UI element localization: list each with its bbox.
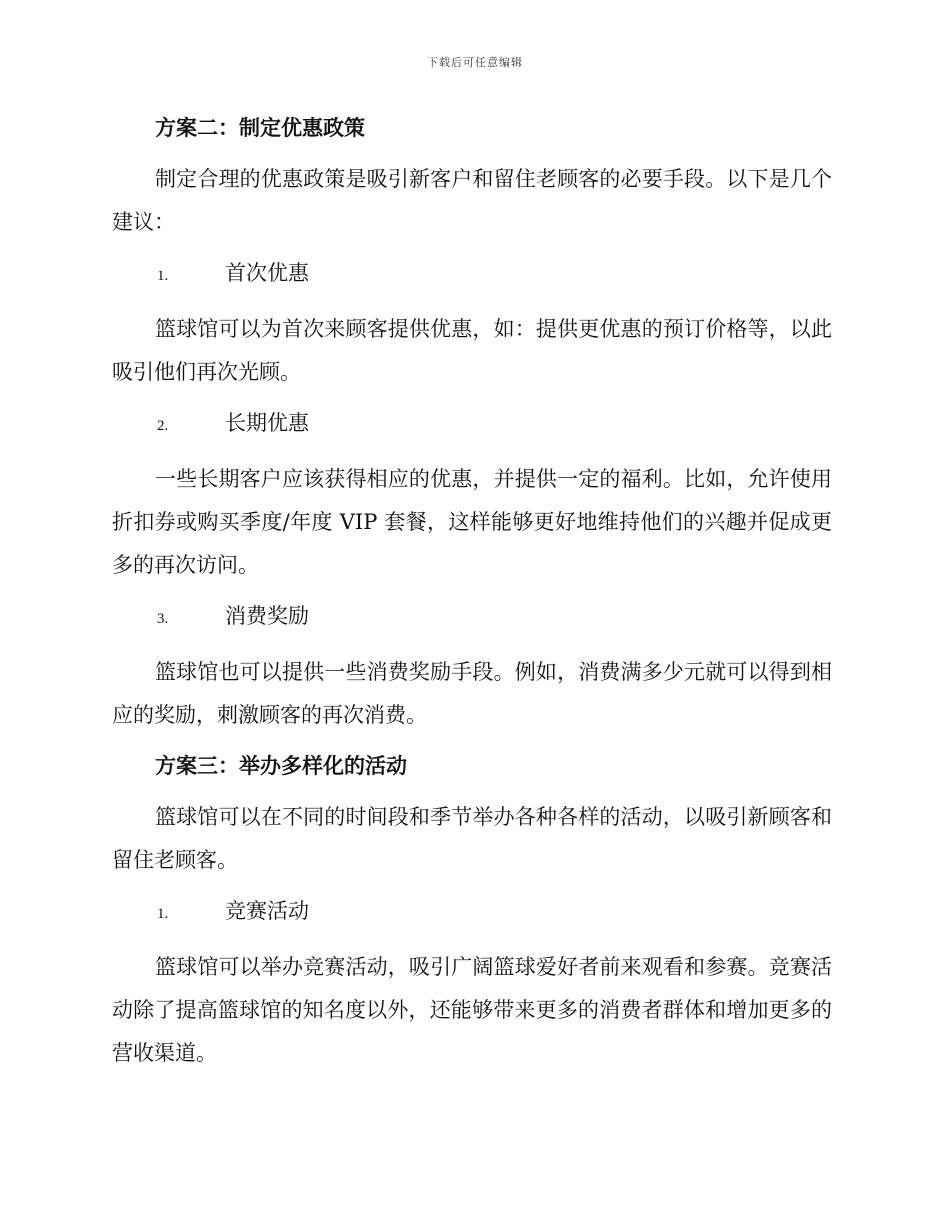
list-number: 3. bbox=[157, 611, 169, 627]
list-item bbox=[112, 403, 832, 446]
list-item bbox=[112, 596, 832, 639]
list-item bbox=[112, 891, 832, 934]
list-title: 首次优惠 bbox=[225, 261, 309, 285]
document-body bbox=[112, 108, 832, 1084]
list-description: 篮球馆可以为首次来顾客提供优惠，如：提供更优惠的预订价格等，以此吸引他们再次光顾。 bbox=[112, 317, 832, 384]
list-description: 篮球馆可以举办竞赛活动，吸引广阔篮球爱好者前来观看和参赛。竞赛活动除了提高篮球馆的知名度以外，还能够带来更多的消费者群体和增加更多的营收渠道。 bbox=[112, 955, 832, 1065]
list-title: 消费奖励 bbox=[225, 604, 309, 628]
page-header: 下载后可任意编辑 bbox=[427, 56, 523, 69]
list-title: 竞赛活动 bbox=[225, 899, 309, 923]
list-title: 长期优惠 bbox=[225, 411, 309, 435]
list-item bbox=[112, 253, 832, 296]
list-number: 1. bbox=[157, 268, 169, 284]
section-heading: 方案二：制定优惠政策 bbox=[155, 115, 365, 140]
section-intro: 篮球馆可以在不同的时间段和季节举办各种各样的活动，以吸引新顾客和留住老顾客。 bbox=[112, 805, 832, 872]
list-number: 2. bbox=[157, 418, 169, 434]
list-description: 篮球馆也可以提供一些消费奖励手段。例如，消费满多少元就可以得到相应的奖励，刺激顾客的再次消费。 bbox=[112, 660, 832, 727]
section-heading: 方案三：举办多样化的活动 bbox=[155, 753, 407, 778]
list-description: 一些长期客户应该获得相应的优惠，并提供一定的福利。比如，允许使用折扣券或购买季度/年度 VIP 套餐，这样能够更好地维持他们的兴趣并促成更多的再次访问。 bbox=[112, 467, 832, 577]
section-intro: 制定合理的优惠政策是吸引新客户和留住老顾客的必要手段。以下是几个建议： bbox=[112, 167, 832, 234]
list-number: 1. bbox=[157, 906, 169, 922]
